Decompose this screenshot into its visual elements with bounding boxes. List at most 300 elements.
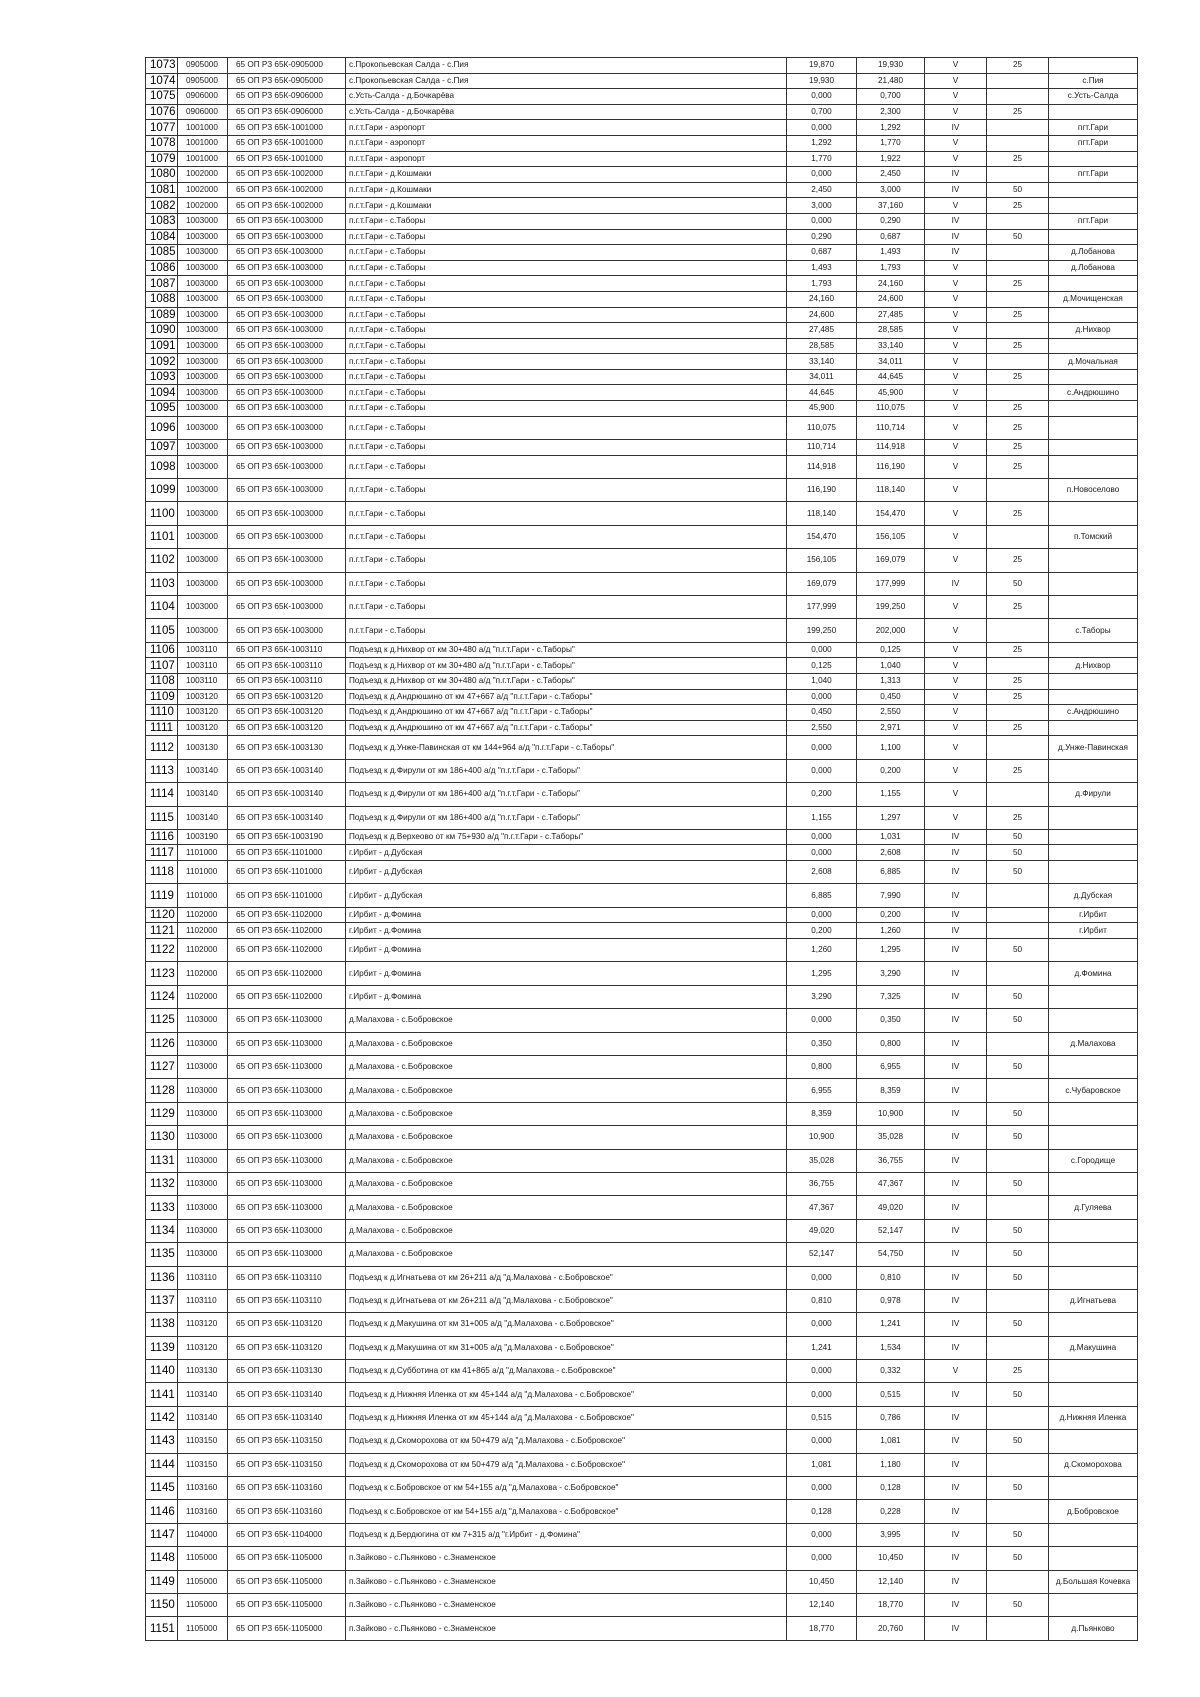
km-end-cell: 54,750 bbox=[857, 1243, 925, 1266]
speed-limit-cell: 25 bbox=[987, 549, 1049, 572]
row-number-cell: 1094 bbox=[146, 385, 178, 401]
road-category-cell: V bbox=[925, 323, 987, 339]
speed-limit-cell bbox=[987, 1406, 1049, 1429]
table-row bbox=[146, 1430, 1138, 1453]
km-start-cell: 0,000 bbox=[787, 1430, 857, 1453]
speed-limit-cell: 50 bbox=[987, 1593, 1049, 1616]
km-start-cell: 0,687 bbox=[787, 245, 857, 261]
road-name-cell: Подъезд к д.Верхеово от км 75+930 а/д "п.г.т.Гари - с.Таборы" bbox=[346, 829, 787, 845]
km-start-cell: 10,450 bbox=[787, 1570, 857, 1593]
road-category-cell: IV bbox=[925, 1477, 987, 1500]
km-start-cell: 0,000 bbox=[787, 1383, 857, 1406]
road-name-cell: п.г.т.Гари - с.Таборы bbox=[346, 323, 787, 339]
settlement-cell bbox=[1049, 1477, 1138, 1500]
table-row bbox=[146, 182, 1138, 198]
row-number-cell: 1092 bbox=[146, 354, 178, 370]
road-id-cell: 65 ОП РЗ 65К-1003000 bbox=[228, 307, 346, 323]
row-number-cell: 1147 bbox=[146, 1523, 178, 1546]
road-code-cell: 1001000 bbox=[178, 120, 228, 136]
road-category-cell: V bbox=[925, 401, 987, 417]
road-id-cell: 65 ОП РЗ 65К-1003000 bbox=[228, 276, 346, 292]
row-number-cell: 1144 bbox=[146, 1453, 178, 1476]
road-name-cell: п.г.т.Гари - с.Таборы bbox=[346, 502, 787, 525]
road-category-cell: V bbox=[925, 1360, 987, 1383]
road-id-cell: 65 ОП РЗ 65К-1103150 bbox=[228, 1430, 346, 1453]
road-category-cell: V bbox=[925, 673, 987, 689]
km-end-cell: 8,359 bbox=[857, 1079, 925, 1102]
road-category-cell: V bbox=[925, 151, 987, 167]
table-row bbox=[146, 120, 1138, 136]
road-code-cell: 1002000 bbox=[178, 182, 228, 198]
table-row bbox=[146, 619, 1138, 642]
km-end-cell: 156,105 bbox=[857, 525, 925, 548]
km-start-cell: 0,700 bbox=[787, 104, 857, 120]
road-id-cell: 65 ОП РЗ 65К-0906000 bbox=[228, 89, 346, 105]
km-end-cell: 37,160 bbox=[857, 198, 925, 214]
road-name-cell: г.Ирбит - д.Дубская bbox=[346, 845, 787, 861]
road-name-cell: п.Зайково - с.Пьянково - с.Знаменское bbox=[346, 1547, 787, 1570]
km-end-cell: 3,290 bbox=[857, 962, 925, 985]
road-id-cell: 65 ОП РЗ 65К-1003000 bbox=[228, 619, 346, 642]
speed-limit-cell: 50 bbox=[987, 1126, 1049, 1149]
road-id-cell: 65 ОП РЗ 65К-1003000 bbox=[228, 245, 346, 261]
speed-limit-cell bbox=[987, 323, 1049, 339]
speed-limit-cell: 50 bbox=[987, 939, 1049, 962]
km-start-cell: 33,140 bbox=[787, 354, 857, 370]
road-name-cell: Подъезд к д.Унже-Павинская от км 144+964 а/д "п.г.т.Гари - с.Таборы" bbox=[346, 736, 787, 759]
row-number-cell: 1123 bbox=[146, 962, 178, 985]
km-end-cell: 0,800 bbox=[857, 1032, 925, 1055]
road-category-cell: IV bbox=[925, 1196, 987, 1219]
road-code-cell: 1103130 bbox=[178, 1360, 228, 1383]
km-start-cell: 52,147 bbox=[787, 1243, 857, 1266]
speed-limit-cell: 50 bbox=[987, 1172, 1049, 1195]
road-id-cell: 65 ОП РЗ 65К-1103000 bbox=[228, 1243, 346, 1266]
row-number-cell: 1137 bbox=[146, 1289, 178, 1312]
row-number-cell: 1128 bbox=[146, 1079, 178, 1102]
row-number-cell: 1129 bbox=[146, 1102, 178, 1125]
row-number-cell: 1136 bbox=[146, 1266, 178, 1289]
table-row bbox=[146, 1056, 1138, 1079]
speed-limit-cell bbox=[987, 658, 1049, 674]
settlement-cell bbox=[1049, 401, 1138, 417]
settlement-cell bbox=[1049, 1430, 1138, 1453]
road-category-cell: V bbox=[925, 354, 987, 370]
road-category-cell: V bbox=[925, 783, 987, 806]
road-id-cell: 65 ОП РЗ 65К-1003120 bbox=[228, 705, 346, 721]
table-row bbox=[146, 1289, 1138, 1312]
km-start-cell: 19,930 bbox=[787, 73, 857, 89]
road-name-cell: п.г.т.Гари - с.Таборы bbox=[346, 291, 787, 307]
road-category-cell: IV bbox=[925, 939, 987, 962]
road-id-cell: 65 ОП РЗ 65К-1101000 bbox=[228, 861, 346, 884]
table-row bbox=[146, 1196, 1138, 1219]
road-register-table bbox=[145, 57, 1138, 1641]
speed-limit-cell: 50 bbox=[987, 861, 1049, 884]
km-start-cell: 2,608 bbox=[787, 861, 857, 884]
settlement-cell: с.Андрюшино bbox=[1049, 705, 1138, 721]
road-code-cell: 1003000 bbox=[178, 440, 228, 456]
road-name-cell: д.Малахова - с.Бобровское bbox=[346, 1149, 787, 1172]
road-category-cell: V bbox=[925, 479, 987, 502]
settlement-cell bbox=[1049, 276, 1138, 292]
km-start-cell: 35,028 bbox=[787, 1149, 857, 1172]
km-start-cell: 154,470 bbox=[787, 525, 857, 548]
row-number-cell: 1151 bbox=[146, 1617, 178, 1640]
speed-limit-cell: 25 bbox=[987, 455, 1049, 478]
settlement-cell: д.Мочищенская bbox=[1049, 291, 1138, 307]
road-code-cell: 1003000 bbox=[178, 369, 228, 385]
table-row bbox=[146, 985, 1138, 1008]
km-start-cell: 3,290 bbox=[787, 985, 857, 1008]
road-name-cell: д.Малахова - с.Бобровское bbox=[346, 1172, 787, 1195]
table-row bbox=[146, 73, 1138, 89]
km-end-cell: 2,550 bbox=[857, 705, 925, 721]
settlement-cell bbox=[1049, 720, 1138, 736]
road-category-cell: IV bbox=[925, 1219, 987, 1242]
road-id-cell: 65 ОП РЗ 65К-0905000 bbox=[228, 58, 346, 74]
km-start-cell: 0,515 bbox=[787, 1406, 857, 1429]
road-category-cell: V bbox=[925, 689, 987, 705]
table-row bbox=[146, 58, 1138, 74]
speed-limit-cell: 25 bbox=[987, 276, 1049, 292]
road-id-cell: 65 ОП РЗ 65К-1003000 bbox=[228, 369, 346, 385]
speed-limit-cell bbox=[987, 736, 1049, 759]
km-end-cell: 49,020 bbox=[857, 1196, 925, 1219]
road-id-cell: 65 ОП РЗ 65К-1103000 bbox=[228, 1102, 346, 1125]
road-category-cell: IV bbox=[925, 985, 987, 1008]
km-start-cell: 49,020 bbox=[787, 1219, 857, 1242]
road-category-cell: V bbox=[925, 369, 987, 385]
settlement-cell: д.Гуляева bbox=[1049, 1196, 1138, 1219]
road-category-cell: IV bbox=[925, 923, 987, 939]
road-id-cell: 65 ОП РЗ 65К-1103000 bbox=[228, 1172, 346, 1195]
road-name-cell: п.г.т.Гари - с.Таборы bbox=[346, 416, 787, 439]
settlement-cell bbox=[1049, 338, 1138, 354]
road-category-cell: IV bbox=[925, 1523, 987, 1546]
table-row bbox=[146, 658, 1138, 674]
road-id-cell: 65 ОП РЗ 65К-1003000 bbox=[228, 354, 346, 370]
speed-limit-cell bbox=[987, 260, 1049, 276]
road-name-cell: п.г.т.Гари - с.Таборы bbox=[346, 455, 787, 478]
road-code-cell: 1103160 bbox=[178, 1500, 228, 1523]
row-number-cell: 1090 bbox=[146, 323, 178, 339]
road-category-cell: IV bbox=[925, 1313, 987, 1336]
table-row bbox=[146, 642, 1138, 658]
settlement-cell bbox=[1049, 1360, 1138, 1383]
km-end-cell: 169,079 bbox=[857, 549, 925, 572]
road-code-cell: 1102000 bbox=[178, 907, 228, 923]
road-name-cell: г.Ирбит - д.Дубская bbox=[346, 861, 787, 884]
km-start-cell: 110,714 bbox=[787, 440, 857, 456]
road-id-cell: 65 ОП РЗ 65К-1103140 bbox=[228, 1406, 346, 1429]
road-name-cell: д.Малахова - с.Бобровское bbox=[346, 1243, 787, 1266]
speed-limit-cell: 25 bbox=[987, 759, 1049, 782]
road-id-cell: 65 ОП РЗ 65К-1102000 bbox=[228, 962, 346, 985]
table-row bbox=[146, 276, 1138, 292]
km-start-cell: 1,260 bbox=[787, 939, 857, 962]
road-name-cell: п.г.т.Гари - с.Таборы bbox=[346, 338, 787, 354]
road-code-cell: 1103150 bbox=[178, 1430, 228, 1453]
speed-limit-cell: 50 bbox=[987, 1383, 1049, 1406]
table-row bbox=[146, 198, 1138, 214]
table-row bbox=[146, 572, 1138, 595]
settlement-cell bbox=[1049, 307, 1138, 323]
road-category-cell: V bbox=[925, 440, 987, 456]
settlement-cell bbox=[1049, 416, 1138, 439]
road-id-cell: 65 ОП РЗ 65К-1003190 bbox=[228, 829, 346, 845]
road-category-cell: V bbox=[925, 416, 987, 439]
road-code-cell: 1003190 bbox=[178, 829, 228, 845]
road-id-cell: 65 ОП РЗ 65К-1001000 bbox=[228, 151, 346, 167]
km-start-cell: 2,450 bbox=[787, 182, 857, 198]
road-name-cell: п.г.т.Гари - аэропорт bbox=[346, 151, 787, 167]
road-category-cell: V bbox=[925, 135, 987, 151]
road-name-cell: Подъезд к д.Фирули от км 186+400 а/д "п.г.т.Гари - с.Таборы" bbox=[346, 783, 787, 806]
settlement-cell bbox=[1049, 759, 1138, 782]
road-name-cell: п.г.т.Гари - аэропорт bbox=[346, 120, 787, 136]
row-number-cell: 1096 bbox=[146, 416, 178, 439]
settlement-cell: д.Лобанова bbox=[1049, 260, 1138, 276]
road-id-cell: 65 ОП РЗ 65К-1003110 bbox=[228, 658, 346, 674]
settlement-cell bbox=[1049, 572, 1138, 595]
road-category-cell: V bbox=[925, 73, 987, 89]
km-end-cell: 1,292 bbox=[857, 120, 925, 136]
settlement-cell: с.Андрюшино bbox=[1049, 385, 1138, 401]
speed-limit-cell: 50 bbox=[987, 1430, 1049, 1453]
road-id-cell: 65 ОП РЗ 65К-1101000 bbox=[228, 845, 346, 861]
road-name-cell: Подъезд к д.Андрюшино от км 47+667 а/д "п.г.т.Гари - с.Таборы" bbox=[346, 720, 787, 736]
km-end-cell: 1,241 bbox=[857, 1313, 925, 1336]
road-name-cell: п.г.т.Гари - с.Таборы bbox=[346, 369, 787, 385]
settlement-cell bbox=[1049, 595, 1138, 618]
row-number-cell: 1139 bbox=[146, 1336, 178, 1359]
road-category-cell: IV bbox=[925, 229, 987, 245]
row-number-cell: 1085 bbox=[146, 245, 178, 261]
road-code-cell: 1003110 bbox=[178, 658, 228, 674]
table-row bbox=[146, 845, 1138, 861]
km-start-cell: 0,000 bbox=[787, 1360, 857, 1383]
settlement-cell: пгт.Гари bbox=[1049, 167, 1138, 183]
road-code-cell: 1003130 bbox=[178, 736, 228, 759]
road-id-cell: 65 ОП РЗ 65К-1003000 bbox=[228, 549, 346, 572]
road-id-cell: 65 ОП РЗ 65К-1104000 bbox=[228, 1523, 346, 1546]
road-category-cell: V bbox=[925, 385, 987, 401]
km-end-cell: 1,313 bbox=[857, 673, 925, 689]
road-id-cell: 65 ОП РЗ 65К-1003000 bbox=[228, 291, 346, 307]
km-start-cell: 0,000 bbox=[787, 759, 857, 782]
row-number-cell: 1116 bbox=[146, 829, 178, 845]
settlement-cell: г.Ирбит bbox=[1049, 923, 1138, 939]
speed-limit-cell: 50 bbox=[987, 1219, 1049, 1242]
road-id-cell: 65 ОП РЗ 65К-1103130 bbox=[228, 1360, 346, 1383]
km-end-cell: 28,585 bbox=[857, 323, 925, 339]
km-start-cell: 1,493 bbox=[787, 260, 857, 276]
speed-limit-cell bbox=[987, 1079, 1049, 1102]
km-start-cell: 0,810 bbox=[787, 1289, 857, 1312]
km-end-cell: 1,260 bbox=[857, 923, 925, 939]
km-end-cell: 21,480 bbox=[857, 73, 925, 89]
road-name-cell: п.г.т.Гари - д.Кошмаки bbox=[346, 182, 787, 198]
settlement-cell: г.Ирбит bbox=[1049, 907, 1138, 923]
km-end-cell: 1,534 bbox=[857, 1336, 925, 1359]
speed-limit-cell bbox=[987, 1336, 1049, 1359]
speed-limit-cell bbox=[987, 962, 1049, 985]
km-start-cell: 0,000 bbox=[787, 736, 857, 759]
row-number-cell: 1112 bbox=[146, 736, 178, 759]
road-id-cell: 65 ОП РЗ 65К-1103160 bbox=[228, 1477, 346, 1500]
table-body bbox=[146, 58, 1138, 1641]
km-end-cell: 0,332 bbox=[857, 1360, 925, 1383]
settlement-cell bbox=[1049, 1593, 1138, 1616]
settlement-cell: с.Чубаровское bbox=[1049, 1079, 1138, 1102]
row-number-cell: 1117 bbox=[146, 845, 178, 861]
road-code-cell: 1103000 bbox=[178, 1009, 228, 1032]
km-end-cell: 52,147 bbox=[857, 1219, 925, 1242]
road-name-cell: Подъезд к д.Макушина от км 31+005 а/д "д.Малахова - с.Бобровское" bbox=[346, 1336, 787, 1359]
road-id-cell: 65 ОП РЗ 65К-1103000 bbox=[228, 1032, 346, 1055]
row-number-cell: 1084 bbox=[146, 229, 178, 245]
road-name-cell: Подъезд к д.Скоморохова от км 50+479 а/д "д.Малахова - с.Бобровское" bbox=[346, 1430, 787, 1453]
road-category-cell: IV bbox=[925, 182, 987, 198]
road-id-cell: 65 ОП РЗ 65К-1103000 bbox=[228, 1056, 346, 1079]
settlement-cell bbox=[1049, 1243, 1138, 1266]
road-id-cell: 65 ОП РЗ 65К-1003000 bbox=[228, 440, 346, 456]
km-end-cell: 1,295 bbox=[857, 939, 925, 962]
row-number-cell: 1130 bbox=[146, 1126, 178, 1149]
road-name-cell: с.Усть-Салда - д.Бочкарёва bbox=[346, 89, 787, 105]
road-code-cell: 1001000 bbox=[178, 135, 228, 151]
row-number-cell: 1083 bbox=[146, 213, 178, 229]
road-category-cell: IV bbox=[925, 1056, 987, 1079]
km-start-cell: 110,075 bbox=[787, 416, 857, 439]
road-code-cell: 1103120 bbox=[178, 1313, 228, 1336]
km-start-cell: 0,000 bbox=[787, 167, 857, 183]
road-category-cell: IV bbox=[925, 1570, 987, 1593]
settlement-cell: пгт.Гари bbox=[1049, 135, 1138, 151]
road-category-cell: V bbox=[925, 260, 987, 276]
row-number-cell: 1100 bbox=[146, 502, 178, 525]
km-end-cell: 2,971 bbox=[857, 720, 925, 736]
row-number-cell: 1145 bbox=[146, 1477, 178, 1500]
road-category-cell: IV bbox=[925, 1336, 987, 1359]
speed-limit-cell: 25 bbox=[987, 720, 1049, 736]
road-category-cell: V bbox=[925, 619, 987, 642]
speed-limit-cell bbox=[987, 120, 1049, 136]
table-row bbox=[146, 1266, 1138, 1289]
road-code-cell: 1103000 bbox=[178, 1243, 228, 1266]
km-start-cell: 0,000 bbox=[787, 845, 857, 861]
km-start-cell: 0,000 bbox=[787, 213, 857, 229]
km-end-cell: 0,786 bbox=[857, 1406, 925, 1429]
road-code-cell: 1003000 bbox=[178, 213, 228, 229]
speed-limit-cell: 25 bbox=[987, 401, 1049, 417]
table-row bbox=[146, 1617, 1138, 1640]
road-code-cell: 1003120 bbox=[178, 689, 228, 705]
table-row bbox=[146, 1243, 1138, 1266]
row-number-cell: 1149 bbox=[146, 1570, 178, 1593]
road-category-cell: IV bbox=[925, 1266, 987, 1289]
road-id-cell: 65 ОП РЗ 65К-1105000 bbox=[228, 1547, 346, 1570]
km-start-cell: 1,241 bbox=[787, 1336, 857, 1359]
km-end-cell: 1,297 bbox=[857, 806, 925, 829]
road-category-cell: IV bbox=[925, 572, 987, 595]
speed-limit-cell: 50 bbox=[987, 1102, 1049, 1125]
km-end-cell: 18,770 bbox=[857, 1593, 925, 1616]
road-name-cell: г.Ирбит - д.Фомина bbox=[346, 907, 787, 923]
road-id-cell: 65 ОП РЗ 65К-1003120 bbox=[228, 689, 346, 705]
settlement-cell: д.Унже-Павинская bbox=[1049, 736, 1138, 759]
speed-limit-cell bbox=[987, 1289, 1049, 1312]
settlement-cell bbox=[1049, 104, 1138, 120]
km-end-cell: 0,350 bbox=[857, 1009, 925, 1032]
speed-limit-cell: 25 bbox=[987, 338, 1049, 354]
km-start-cell: 0,000 bbox=[787, 1313, 857, 1336]
speed-limit-cell bbox=[987, 213, 1049, 229]
road-name-cell: с.Прокопьевская Салда - с.Пия bbox=[346, 73, 787, 89]
road-code-cell: 1101000 bbox=[178, 861, 228, 884]
road-category-cell: IV bbox=[925, 1243, 987, 1266]
row-number-cell: 1076 bbox=[146, 104, 178, 120]
km-start-cell: 0,000 bbox=[787, 907, 857, 923]
road-code-cell: 0905000 bbox=[178, 58, 228, 74]
road-category-cell: IV bbox=[925, 1593, 987, 1616]
speed-limit-cell bbox=[987, 907, 1049, 923]
road-name-cell: п.г.т.Гари - с.Таборы bbox=[346, 276, 787, 292]
road-name-cell: п.г.т.Гари - аэропорт bbox=[346, 135, 787, 151]
row-number-cell: 1141 bbox=[146, 1383, 178, 1406]
km-end-cell: 20,760 bbox=[857, 1617, 925, 1640]
road-code-cell: 1003000 bbox=[178, 229, 228, 245]
settlement-cell bbox=[1049, 549, 1138, 572]
row-number-cell: 1087 bbox=[146, 276, 178, 292]
speed-limit-cell: 50 bbox=[987, 1523, 1049, 1546]
table-row bbox=[146, 1172, 1138, 1195]
road-category-cell: IV bbox=[925, 1617, 987, 1640]
road-code-cell: 1003000 bbox=[178, 260, 228, 276]
road-name-cell: с.Прокопьевская Салда - с.Пия bbox=[346, 58, 787, 74]
road-id-cell: 65 ОП РЗ 65К-1102000 bbox=[228, 907, 346, 923]
km-end-cell: 110,714 bbox=[857, 416, 925, 439]
road-name-cell: г.Ирбит - д.Фомина bbox=[346, 939, 787, 962]
road-code-cell: 1105000 bbox=[178, 1617, 228, 1640]
km-end-cell: 1,040 bbox=[857, 658, 925, 674]
road-name-cell: Подъезд к д.Нихвор от км 30+480 а/д "п.г.т.Гари - с.Таборы" bbox=[346, 673, 787, 689]
road-category-cell: V bbox=[925, 291, 987, 307]
row-number-cell: 1106 bbox=[146, 642, 178, 658]
road-name-cell: Подъезд к д.Андрюшино от км 47+667 а/д "п.г.т.Гари - с.Таборы" bbox=[346, 689, 787, 705]
road-code-cell: 1104000 bbox=[178, 1523, 228, 1546]
road-category-cell: V bbox=[925, 549, 987, 572]
km-end-cell: 1,922 bbox=[857, 151, 925, 167]
table-row bbox=[146, 1009, 1138, 1032]
road-name-cell: д.Малахова - с.Бобровское bbox=[346, 1056, 787, 1079]
road-code-cell: 1003000 bbox=[178, 416, 228, 439]
row-number-cell: 1081 bbox=[146, 182, 178, 198]
road-name-cell: д.Малахова - с.Бобровское bbox=[346, 1079, 787, 1102]
speed-limit-cell: 50 bbox=[987, 1477, 1049, 1500]
row-number-cell: 1079 bbox=[146, 151, 178, 167]
settlement-cell bbox=[1049, 1266, 1138, 1289]
road-id-cell: 65 ОП РЗ 65К-1003000 bbox=[228, 416, 346, 439]
km-start-cell: 36,755 bbox=[787, 1172, 857, 1195]
row-number-cell: 1095 bbox=[146, 401, 178, 417]
road-category-cell: V bbox=[925, 198, 987, 214]
road-code-cell: 1103000 bbox=[178, 1149, 228, 1172]
road-category-cell: V bbox=[925, 502, 987, 525]
road-category-cell: IV bbox=[925, 962, 987, 985]
speed-limit-cell: 50 bbox=[987, 182, 1049, 198]
